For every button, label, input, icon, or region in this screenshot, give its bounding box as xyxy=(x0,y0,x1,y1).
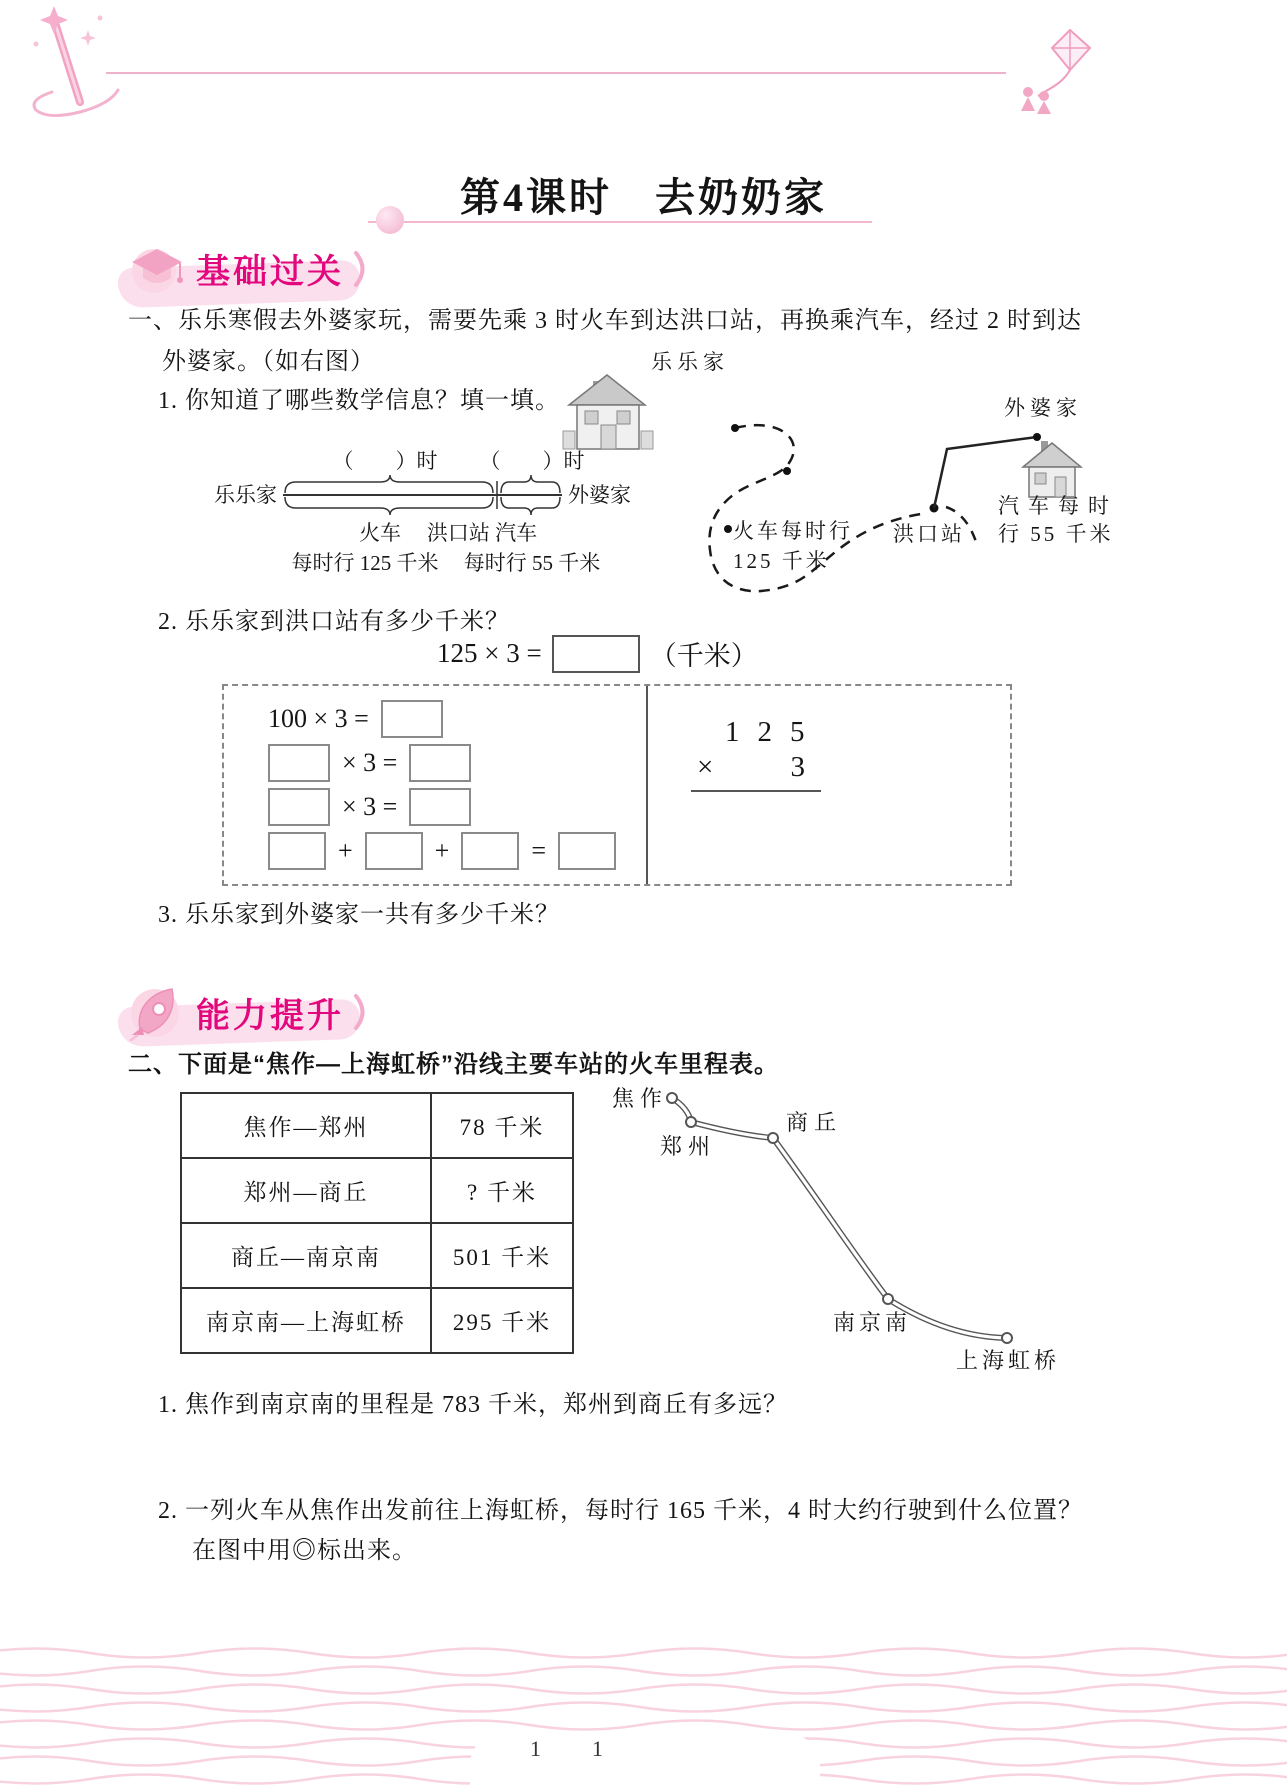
q2-sub1: 1. 焦作到南京南的里程是 783 千米，郑州到商丘有多远？ xyxy=(158,1392,788,1418)
title-dot xyxy=(376,206,404,234)
work-row1-label: 100 × 3 = xyxy=(268,704,369,733)
plus-sign: + xyxy=(434,836,450,865)
time-blank-1: （ ）时 xyxy=(332,449,438,473)
equals-sign: = xyxy=(531,836,547,865)
equation-lhs: 125 × 3 = xyxy=(437,638,542,668)
station-label-zhengzhou: 郑州 xyxy=(659,1134,717,1159)
equation-unit: （千米） xyxy=(649,641,758,671)
distance-cell: 501 千米 xyxy=(431,1223,573,1288)
route-illustration xyxy=(555,345,1130,597)
map-train-note-1: 火车每时行 xyxy=(733,519,853,543)
vm-times-sign: × xyxy=(697,751,714,783)
q1-sub2: 2. 乐乐家到洪口站有多少千米？ xyxy=(158,609,510,635)
work-row-2 xyxy=(268,744,646,782)
q1-text-line2: 外婆家。（如右图） xyxy=(162,349,375,375)
table-row xyxy=(181,1288,573,1353)
plus-sign: + xyxy=(338,836,353,865)
answer-box[interactable] xyxy=(409,788,471,826)
answer-box[interactable] xyxy=(365,832,423,870)
table-row xyxy=(181,1093,573,1158)
vertical-multiplication xyxy=(691,716,821,792)
map-grandma-label: 外婆家 xyxy=(1004,396,1082,420)
station-marker-shanghaihongqiao xyxy=(1002,1333,1012,1343)
answer-box[interactable] xyxy=(381,700,443,738)
map-train-note-2: 125 千米 xyxy=(733,549,830,573)
bar-grandma-label: 外婆家 xyxy=(568,483,631,507)
work-area xyxy=(222,684,1012,886)
section-basics-label: 基础过关 xyxy=(196,253,344,291)
mileage-table xyxy=(180,1092,574,1354)
work-mul-label: × 3 = xyxy=(342,792,398,821)
q2-sub2-line1: 2. 一列火车从焦作出发前往上海虹桥，每时行 165 千米，4 时大约行驶到什么位置？ xyxy=(158,1498,1083,1524)
table-row xyxy=(181,1158,573,1223)
station-label-shanghaihongqiao: 上海虹桥 xyxy=(955,1348,1061,1373)
q1-sub1: 1. 你知道了哪些数学信息？填一填。 xyxy=(158,388,560,414)
kite-and-children-icon xyxy=(998,26,1103,114)
bar-train-rate: 每时行 125 千米 xyxy=(291,551,439,575)
bar-station-bus-label: 洪口站 汽车 xyxy=(426,521,538,545)
bar-bus-rate: 每时行 55 千米 xyxy=(463,551,601,575)
badge-tail-icon xyxy=(352,250,370,288)
bar-train-label: 火车 xyxy=(359,521,401,545)
q2-heading: 二、下面是“焦作—上海虹桥”沿线主要车站的火车里程表。 xyxy=(128,1051,779,1078)
q1-text-line1: 一、乐乐寒假去外婆家玩，需要先乘 3 时火车到达洪口站，再换乘汽车，经过 2 时到达 xyxy=(128,308,1082,334)
answer-box[interactable] xyxy=(558,832,616,870)
home-house-icon xyxy=(563,375,653,449)
magic-wand-icon xyxy=(22,4,127,119)
route-cell: 焦作—郑州 xyxy=(181,1093,431,1158)
q2-sub2-line2: 在图中用◎标出来。 xyxy=(192,1538,417,1564)
page-number-right: 1 xyxy=(592,1736,603,1761)
page-number-left: 1 xyxy=(530,1736,541,1761)
footer-wave-decoration xyxy=(0,1639,1287,1789)
section-advanced-label: 能力提升 xyxy=(196,996,344,1035)
q1-sub3: 3. 乐乐家到外婆家一共有多少千米？ xyxy=(158,902,560,928)
work-row-3 xyxy=(268,788,646,826)
q1-equation xyxy=(437,634,758,673)
bar-home-label: 乐乐家 xyxy=(214,483,277,507)
graduation-cap-icon xyxy=(128,245,186,293)
map-bus-note-2: 行 55 千米 xyxy=(998,522,1114,546)
decomposition-steps xyxy=(224,686,646,884)
station-label-shangqiu: 商丘 xyxy=(786,1110,843,1135)
section-advanced xyxy=(128,983,370,1041)
route-cell: 南京南—上海虹桥 xyxy=(181,1288,431,1353)
work-mul-label: × 3 = xyxy=(342,748,398,777)
equation-answer-box[interactable] xyxy=(552,635,640,673)
page-title: 第4课时 去奶奶家 xyxy=(460,175,827,220)
answer-box[interactable] xyxy=(268,788,330,826)
grandma-house-icon xyxy=(1023,441,1081,497)
vm-multiplier: 3 xyxy=(790,751,805,783)
station-marker-nanjingnan xyxy=(883,1294,893,1304)
vm-rule-line xyxy=(691,790,821,792)
answer-box[interactable] xyxy=(409,744,471,782)
time-blank-2: （ ）时 xyxy=(479,449,585,473)
badge-tail-icon xyxy=(352,993,370,1031)
route-cell: 商丘—南京南 xyxy=(181,1223,431,1288)
railway-map[interactable] xyxy=(600,1080,1080,1390)
rocket-icon xyxy=(128,983,186,1041)
section-basics xyxy=(128,244,370,293)
work-row-1 xyxy=(268,700,646,738)
answer-box[interactable] xyxy=(461,832,519,870)
table-row xyxy=(181,1223,573,1288)
station-label-nanjingnan: 南京南 xyxy=(832,1310,912,1335)
distance-cell: 295 千米 xyxy=(431,1288,573,1353)
station-marker-zhengzhou xyxy=(686,1117,696,1127)
distance-cell: ? 千米 xyxy=(431,1158,573,1223)
station-marker-shangqiu xyxy=(768,1133,778,1143)
answer-box[interactable] xyxy=(268,744,330,782)
header-divider xyxy=(106,72,1006,74)
map-home-label: 乐乐家 xyxy=(651,350,729,374)
map-bus-note-1: 汽车每时 xyxy=(998,494,1118,518)
title-underline xyxy=(368,221,872,223)
map-station-label: 洪口站 xyxy=(893,522,965,546)
work-row-4 xyxy=(268,832,646,870)
station-label-jiaozuo: 焦作 xyxy=(611,1086,669,1111)
vertical-multiplication-area[interactable] xyxy=(648,686,1010,884)
station-marker-jiaozuo xyxy=(667,1093,677,1103)
route-cell: 郑州—商丘 xyxy=(181,1158,431,1223)
distance-cell: 78 千米 xyxy=(431,1093,573,1158)
vm-multiplicand: 125 xyxy=(725,716,823,748)
answer-box[interactable] xyxy=(268,832,326,870)
